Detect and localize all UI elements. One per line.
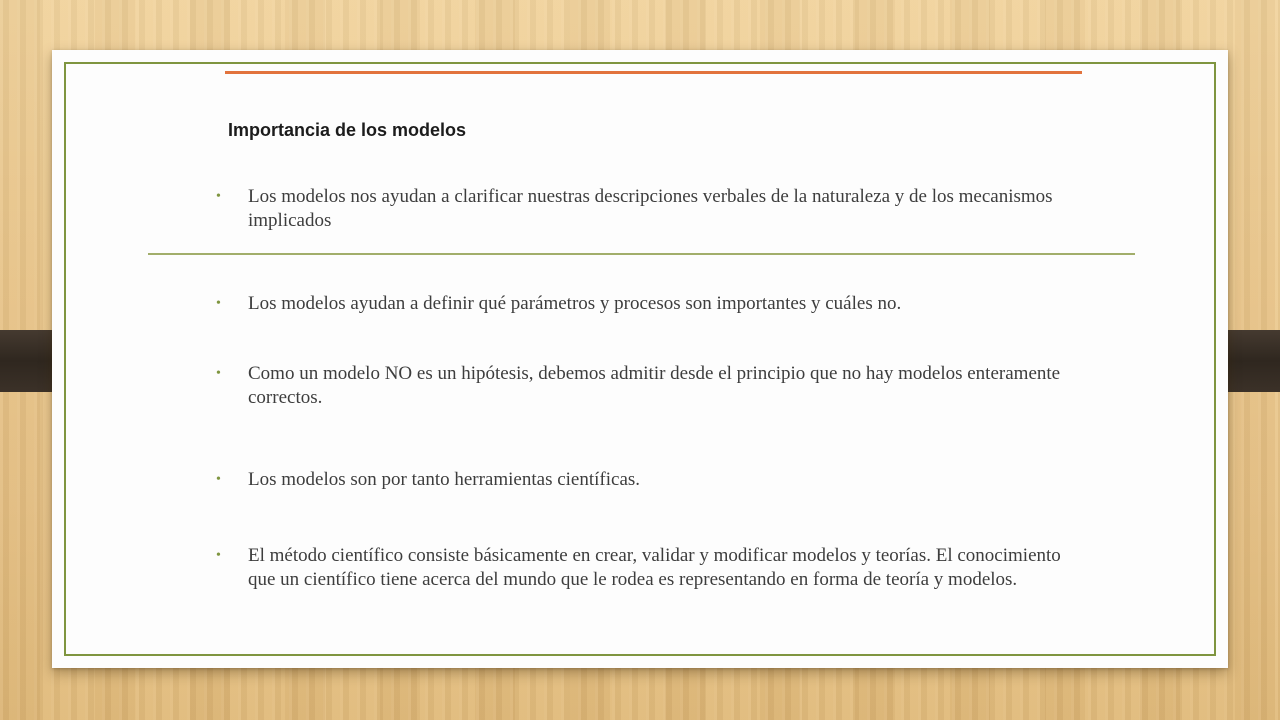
bullet-item-1 xyxy=(216,185,1066,233)
bullet-item-3 xyxy=(216,362,1066,410)
bullet-text: Como un modelo NO es un hipótesis, debemos admitir desde el principio que no hay modelos enteramente correctos. xyxy=(248,363,1061,408)
bullet-dot-icon: • xyxy=(216,548,221,563)
bullet-item-4 xyxy=(216,468,1066,492)
bullet-text: El método científico consiste básicamente en crear, validar y modificar modelos y teorías. El conocimiento que un científico tiene acerca del mundo que le rodea es representando en forma de teoría y modelos. xyxy=(248,545,1061,590)
bullet-text: Los modelos son por tanto herramientas científicas. xyxy=(248,469,641,490)
slide-title: Importancia de los modelos xyxy=(228,120,467,140)
bullet-item-2 xyxy=(216,292,1066,316)
slide-paper xyxy=(52,50,1228,668)
bullet-dot-icon: • xyxy=(216,189,221,204)
bullet-item-5 xyxy=(216,544,1066,592)
bullet-dot-icon: • xyxy=(216,472,221,487)
bullet-dot-icon: • xyxy=(216,366,221,381)
section-divider xyxy=(148,253,1135,255)
bullet-text: Los modelos nos ayudan a clarificar nuestras descripciones verbales de la naturaleza y de los mecanismos implicados xyxy=(248,186,1053,231)
accent-line xyxy=(225,71,1082,74)
bullet-dot-icon: • xyxy=(216,296,221,311)
bullet-text: Los modelos ayudan a definir qué parámetros y procesos son importantes y cuáles no. xyxy=(248,293,902,314)
